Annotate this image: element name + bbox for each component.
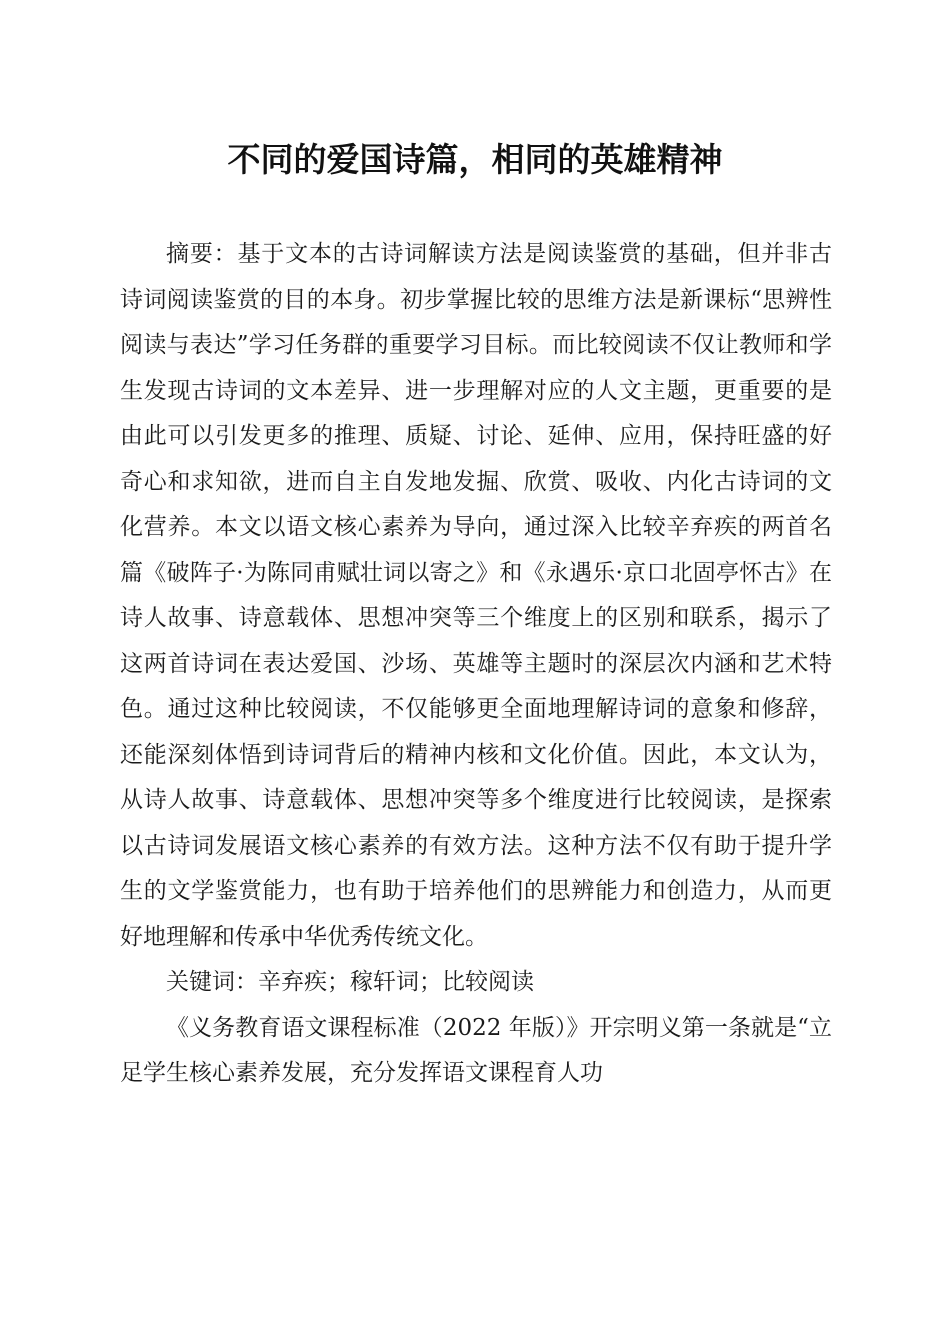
document-title: 不同的爱国诗篇，相同的英雄精神 xyxy=(227,140,723,179)
keywords-paragraph: 关键词：辛弃疾；稼轩词；比较阅读 xyxy=(166,969,534,995)
abstract-paragraph: 摘要：基于文本的古诗词解读方法是阅读鉴赏的基础，但并非古诗词阅读鉴赏的目的本身。初步掌握比较的思维方法是新课标“思辨性阅读与表达”学习任务群的重要学习目标。而比较阅读不仅让教师和学生发现古诗词的文本差异、进一步理解对应的人文主题，更重要的是由此可以引发更多的推理、质疑、讨论、延伸、应用，保持旺盛的好奇心和求知欲，进而自主自发地发掘、欣赏、吸收、内化古诗词的文化营养。本文以语文核心素养为导向，通过深入比较辛弃疾的两首名篇《破阵子·为陈同甫赋壮词以寄之》和《永遇乐·京口北固亭怀古》在诗人故事、诗意载体、思想冲突等三个维度上的区别和联系，揭示了这两首诗词在表达爱国、沙场、英雄等主题时的深层次内涵和艺术特色。通过这种比较阅读，不仅能够更全面地理解诗词的意象和修辞，还能深刻体悟到诗词背后的精神内核和文化价值。因此，本文认为，从诗人故事、诗意载体、思想冲突等多个维度进行比较阅读，是探索以古诗词发展语文核心素养的有效方法。这种方法不仅有助于提升学生的文学鉴赏能力，也有助于培养他们的思辨能力和创造力，从而更好地理解和传承中华优秀传统文化。 xyxy=(120,241,832,950)
intro-paragraph: 《义务教育语文课程标准（2022 年版）》开宗明义第一条就是“立足学生核心素养发展，充分发挥语文课程育人功 xyxy=(120,1014,832,1086)
document-body xyxy=(120,232,832,1097)
